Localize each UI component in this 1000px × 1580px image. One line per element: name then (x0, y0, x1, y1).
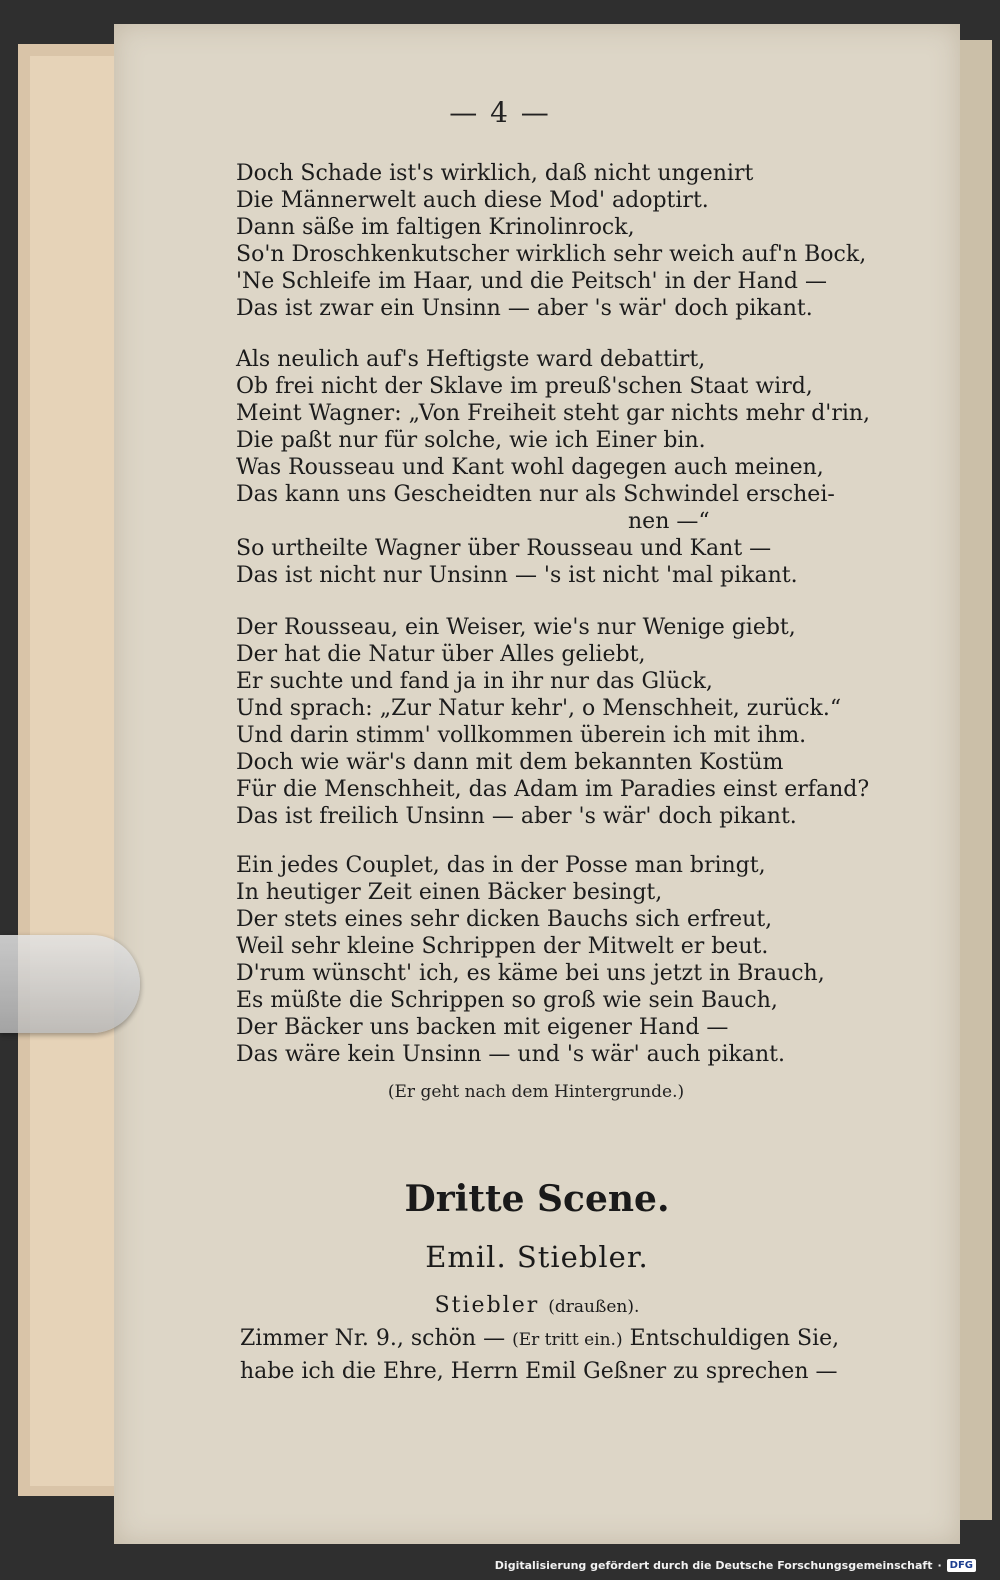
scene-title: Dritte Scene. (404, 1178, 670, 1220)
verse-line: Für die Menschheit, das Adam im Paradies einst erfand? (236, 777, 870, 802)
verse-line: Und sprach: „Zur Natur kehr', o Menschheit, zurück.“ (236, 696, 842, 721)
verse-line: Das kann uns Gescheidten nur als Schwindel erschei- (236, 482, 835, 507)
verse-line: Der Rousseau, ein Weiser, wie's nur Wenige giebt, (236, 615, 796, 640)
funding-footer: Digitalisierung gefördert durch die Deutsche Forschungsgemeinschaft · DFG (495, 1556, 976, 1574)
verse-line: Ob frei nicht der Sklave im preuß'schen Staat wird, (236, 374, 813, 399)
verse-line: Doch Schade ist's wirklich, daß nicht ungenirt (236, 161, 754, 186)
verse-line: Und darin stimm' vollkommen überein ich mit ihm. (236, 723, 807, 748)
verse-line: Als neulich auf's Heftigste ward debattirt, (236, 347, 706, 372)
dialogue-prose (240, 1323, 890, 1387)
verse-line: Meint Wagner: „Von Freiheit steht gar nichts mehr d'rin, (236, 401, 871, 426)
verse-line: Doch wie wär's dann mit dem bekannten Kostüm (236, 750, 784, 775)
verse-line: So urtheilte Wagner über Rousseau und Kant — (236, 536, 772, 561)
verse-line: Dann säße im faltigen Krinolinrock, (236, 215, 635, 240)
speaker-direction: (draußen). (548, 1297, 640, 1317)
verse-line: Der stets eines sehr dicken Bauchs sich erfreut, (236, 907, 773, 932)
stage-direction: (Er geht nach dem Hintergrunde.) (387, 1082, 685, 1102)
verse-line: Die Männerwelt auch diese Mod' adoptirt. (236, 188, 709, 213)
verse-line: Ein jedes Couplet, das in der Posse man bringt, (236, 853, 766, 878)
prose-direction: (Er tritt ein.) (512, 1330, 623, 1350)
stanza-4 (236, 852, 876, 1068)
scene-persons: Emil. Stiebler. (425, 1240, 649, 1274)
prose-part-2: Entschuldigen Sie, habe ich die Ehre, Herrn Emil Geßner zu sprechen — (240, 1326, 840, 1384)
speaker-name: Stiebler (434, 1293, 540, 1318)
next-page-edge (956, 40, 992, 1520)
verse-line: In heutiger Zeit einen Bäcker besingt, (236, 880, 663, 905)
verse-line: 'Ne Schleife im Haar, und die Peitsch' in der Hand — (236, 269, 827, 294)
stanza-3 (236, 614, 876, 830)
verse-line: Der Bäcker uns backen mit eigener Hand — (236, 1015, 729, 1040)
verse-line: Der hat die Natur über Alles geliebt, (236, 642, 646, 667)
verse-line: Er suchte und fand ja in ihr nur das Glück, (236, 669, 713, 694)
prose-part-1: Zimmer Nr. 9., schön — (240, 1326, 506, 1351)
dfg-logo: DFG (947, 1559, 976, 1572)
verse-line: So'n Droschkenkutscher wirklich sehr weich auf'n Bock, (236, 242, 867, 267)
verse-line: Das ist nicht nur Unsinn — 's ist nicht 'mal pikant. (236, 563, 798, 588)
verse-line: Es müßte die Schrippen so groß wie sein Bauch, (236, 988, 778, 1013)
verse-line: Die paßt nur für solche, wie ich Einer bin. (236, 428, 706, 453)
stanza-2 (236, 346, 876, 589)
stanza-1 (236, 160, 876, 322)
verse-line: D'rum wünscht' ich, es käme bei uns jetzt in Brauch, (236, 961, 825, 986)
page-clip (0, 935, 140, 1033)
verse-line: Das wäre kein Unsinn — und 's wär' auch pikant. (236, 1042, 786, 1067)
verse-line: Weil sehr kleine Schrippen der Mitwelt er beut. (236, 934, 769, 959)
page-number: — 4 — (449, 96, 551, 129)
verse-line: Das ist zwar ein Unsinn — aber 's wär' doch pikant. (236, 296, 813, 321)
verse-line: nen —“ (628, 509, 710, 534)
verse-line: Das ist freilich Unsinn — aber 's wär' doch pikant. (236, 804, 797, 829)
footer-text: Digitalisierung gefördert durch die Deutsche Forschungsgemeinschaft (494, 1558, 933, 1572)
speaker-line (114, 1293, 960, 1318)
verse-line: Was Rousseau und Kant wohl dagegen auch meinen, (236, 455, 824, 480)
